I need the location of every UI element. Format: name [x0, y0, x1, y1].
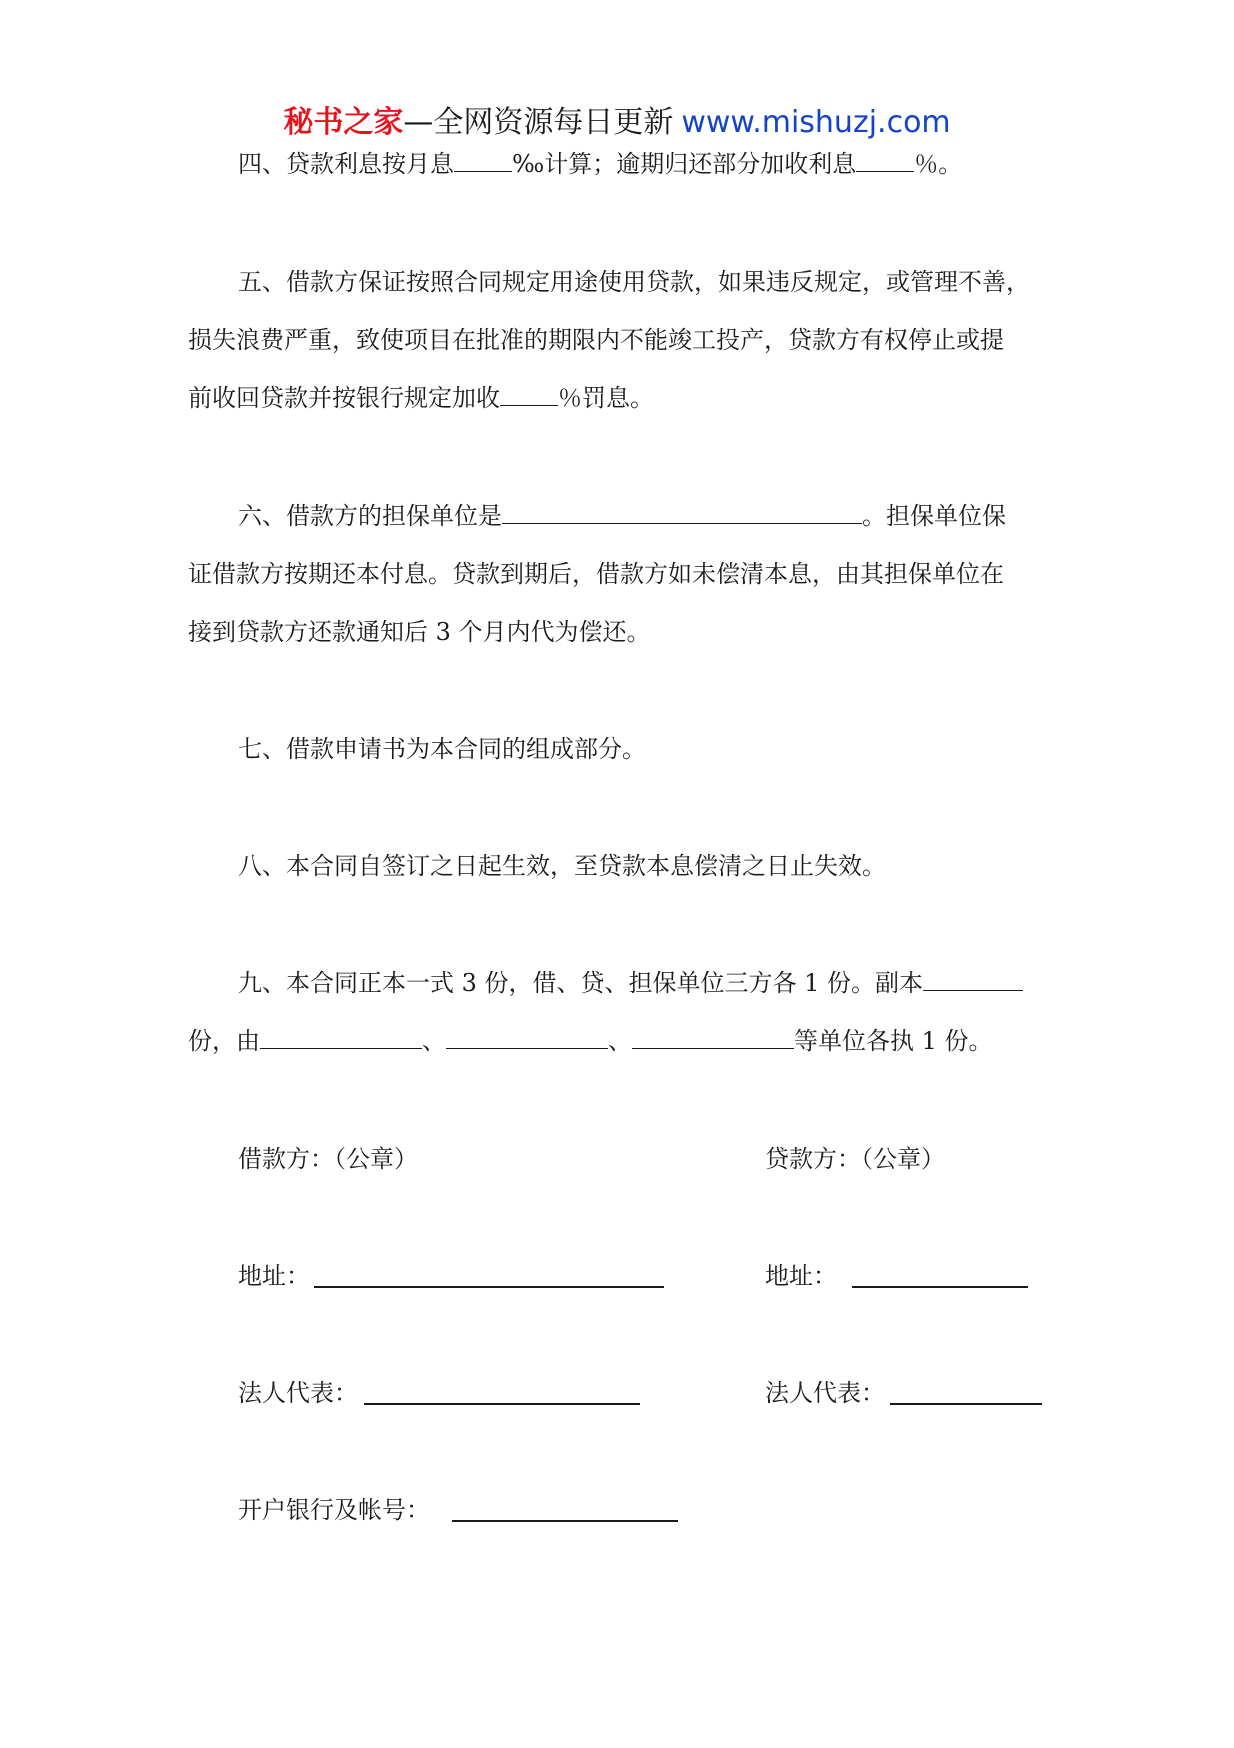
separator-1: 、: [422, 1027, 446, 1055]
lender-rep-line: [890, 1403, 1042, 1405]
clause-6-line-2: 证借款方按期还本付息。贷款到期后，借款方如未偿清本息，由其担保单位在: [188, 560, 1004, 588]
borrower-rep-line: [364, 1403, 640, 1405]
clause-9-line-1: [238, 965, 1023, 1001]
clause-4-text-a: 四、贷款利息按月息: [238, 150, 454, 178]
bank-account-line: [452, 1520, 678, 1522]
lender-address-line: [852, 1286, 1028, 1288]
borrower-rep-label: 法人代表：: [238, 1379, 358, 1407]
clause-4: [238, 146, 962, 182]
clause-7: 七、借款申请书为本合同的组成部分。: [238, 735, 646, 763]
clause-5-text-b: ％罚息。: [558, 384, 654, 412]
clause-6-line-3: 接到贷款方还款通知后 3 个月内代为偿还。: [188, 618, 651, 646]
clause-5-text-a: 前收回贷款并按银行规定加收: [188, 384, 500, 412]
clause-9-text-c: 等单位各执 1 份。: [794, 1027, 993, 1055]
banner-tagline: —全网资源每日更新: [403, 105, 674, 140]
blank-guarantor: [502, 501, 862, 524]
borrower-address-line: [314, 1286, 664, 1288]
header-banner: [0, 103, 1234, 143]
borrower-seal-label: 借款方：（公章）: [238, 1145, 418, 1173]
blank-copies: [923, 968, 1023, 991]
blank-monthly-rate: [454, 149, 512, 172]
clause-5-line-3: [188, 380, 654, 416]
lender-rep-label: 法人代表：: [765, 1379, 885, 1407]
clause-5-line-1: 五、借款方保证按照合同规定用途使用贷款，如果违反规定，或管理不善，: [238, 268, 1030, 296]
blank-overdue-rate: [856, 149, 914, 172]
separator-2: 、: [608, 1027, 632, 1055]
clause-6-text-b: 。担保单位保: [862, 502, 1006, 530]
clause-9-line-2: [188, 1023, 993, 1059]
clause-4-text-c: ％。: [914, 150, 963, 178]
clause-6-text-a: 六、借款方的担保单位是: [238, 502, 502, 530]
brand-name: 秘书之家: [283, 105, 404, 140]
blank-penalty-rate: [500, 383, 558, 406]
clause-6-line-1: [238, 498, 1006, 534]
bank-account-label: 开户银行及帐号：: [238, 1496, 430, 1524]
blank-unit-2: [446, 1026, 608, 1049]
clause-9-text-a: 九、本合同正本一式 3 份，借、贷、担保单位三方各 1 份。副本: [238, 969, 924, 997]
blank-unit-1: [260, 1026, 422, 1049]
site-url[interactable]: www.mishuzj.com: [681, 105, 951, 140]
lender-address-label: 地址：: [765, 1262, 837, 1290]
lender-seal-label: 贷款方：（公章）: [765, 1145, 945, 1173]
borrower-address-label: 地址：: [238, 1262, 310, 1290]
clause-8: 八、本合同自签订之日起生效，至贷款本息偿清之日止失效。: [238, 852, 886, 880]
clause-9-text-b: 份，由: [188, 1027, 260, 1055]
clause-4-text-b: ‰计算；逾期归还部分加收利息: [512, 150, 857, 178]
blank-unit-3: [632, 1026, 794, 1049]
clause-5-line-2: 损失浪费严重，致使项目在批准的期限内不能竣工投产，贷款方有权停止或提: [188, 326, 1004, 354]
